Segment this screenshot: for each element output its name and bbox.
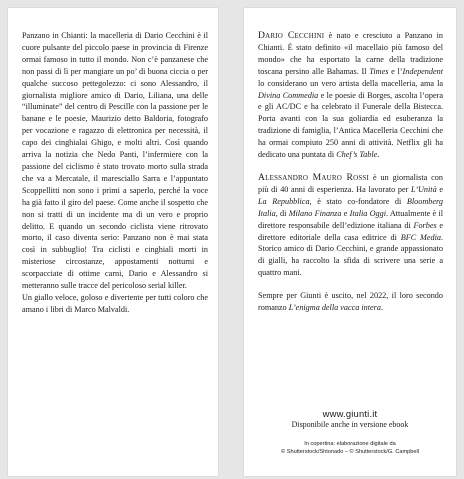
alessandro-rossi-bio bbox=[258, 172, 443, 279]
author-name: Dario Cecchini bbox=[258, 30, 325, 41]
bio-italic: L’Unità bbox=[411, 184, 437, 194]
bio-italic: Bloomberg Italia bbox=[258, 196, 443, 218]
authors-bio bbox=[258, 30, 443, 314]
cover-credit-line: © Shutterstock/Shtonado – © Shutterstock/G. Campbell bbox=[281, 448, 419, 455]
bio-text: , di bbox=[275, 208, 289, 218]
synopsis-paragraph: Panzano in Chianti: la macelleria di Dario Cecchini è il cuore pulsante del piccolo paese in provincia di Firenze ormai famoso in tutto il mondo. Non c’è panzanese che non passi di lì per mangiare un po’ di buona ciccia o per qualche succoso pettegolezzo: ci sono Alessandro, il giornalista migliore amico di Dario, Liliana, una delle “illuminate” del centro di Pescille con la passione per le banane e le poesie, Maurizio detto Baldoria, fotografo per vocazione e ragazzo di elettronica per necessità, il capo dei cinghialai Ghigo, e molti altri. Così quando arriva la notizia che Nedo Panti, l’infermiere con la passione del ciclismo è stato trovato morto sulla strada che va a Mercatale, il maresciallo Sarra e l’appuntato Scoppellitti non sono i primi a saperlo, perché la voce ha già fatto il giro del paese. Come anche il sospetto che non si tratti di un incidente ma di un vero e proprio delitto. E quando un secondo ciclista viene ritrovato morto, il caso diventa serio: Panzano non è mai stata così in subbuglio! Tra ciclisti e cinghiali morti in misteriose circostanze, appostamenti notturni e scorpacciate di ottime carni, Dario e Alessandro si metteranno sulle tracce del pericoloso serial killer. bbox=[22, 31, 208, 291]
author-name: Alessandro Mauro Rossi bbox=[258, 171, 370, 183]
bio-text: e l’ bbox=[388, 66, 403, 76]
plot-synopsis bbox=[22, 30, 208, 316]
left-flap-page bbox=[8, 8, 218, 476]
book-title: L’enigma della vacca intera bbox=[288, 303, 381, 313]
bio-text: è un giornalista con più di 40 anni di esperienza. Ha lavorato per bbox=[258, 172, 443, 194]
bio-italic: Milano Finanza bbox=[288, 208, 342, 218]
bio-italic: Times bbox=[369, 66, 389, 76]
bio-text: , è stato co-fondatore di bbox=[309, 196, 407, 206]
publisher-footer bbox=[244, 408, 456, 456]
bio-text: e bbox=[436, 184, 444, 194]
bio-italic: BFC Media bbox=[400, 232, 441, 242]
bio-italic: Forbes bbox=[413, 220, 437, 230]
note-text: . bbox=[380, 303, 383, 313]
bio-text: è nato e cresciuto a Panzano in Chianti. È stato definito «il macellaio più famoso del mondo» che ha esportato la carne della tradizione toscana persino alle Bahamas. Il bbox=[258, 31, 444, 76]
right-flap-page bbox=[244, 8, 456, 476]
bio-text: e le poesie di Borges, ascolta l’opera e gli AC/DC e ha celebrato il Funerale della Bistecca. Porta avanti con la sua goliardia ed esuberanza la tradizione di famiglia, l’Antica Macelleria Cecchini che ha ormai compiuto 250 anni di attività. Netflix gli ha dedicato una puntata di bbox=[258, 90, 443, 160]
bio-text: e bbox=[341, 208, 350, 218]
cover-credit bbox=[244, 441, 456, 456]
bio-italic: Divina Commedia bbox=[258, 90, 319, 100]
bio-text: . Storico amico di Dario Cecchini, e grande appassionato di gialli, ha raccolto la sfida di scrivere una serie a quattro mani. bbox=[258, 232, 444, 278]
bio-italic: La Repubblica bbox=[258, 196, 310, 206]
bio-italic: Chef’s Table bbox=[336, 150, 378, 160]
synopsis-closing-paragraph: Un giallo veloce, goloso e divertente per tutti coloro che amano i libri di Marco Malvaldi. bbox=[22, 292, 208, 314]
note-text: Sempre per Giunti è uscito, nel 2022, il loro secondo romanzo bbox=[258, 291, 443, 313]
dario-cecchini-bio bbox=[258, 30, 443, 161]
cover-credit-line: In copertina: elaborazione digitale da bbox=[304, 441, 396, 447]
bio-text: lo considerano un vero artista della macelleria, ama la bbox=[258, 78, 443, 88]
bio-text: . Attualmente è il direttore responsabile dell’edizione italiana di bbox=[258, 208, 443, 230]
ebook-note: Disponibile anche in versione ebook bbox=[291, 420, 409, 429]
bio-text: e direttore editoriale della casa editrice di bbox=[258, 220, 444, 242]
bio-text: . bbox=[377, 150, 380, 160]
bio-italic: Independent bbox=[402, 66, 443, 76]
bio-italic: Italia Oggi bbox=[349, 208, 386, 218]
giunti-note bbox=[258, 290, 443, 314]
publisher-url: www.giunti.it bbox=[322, 408, 378, 419]
